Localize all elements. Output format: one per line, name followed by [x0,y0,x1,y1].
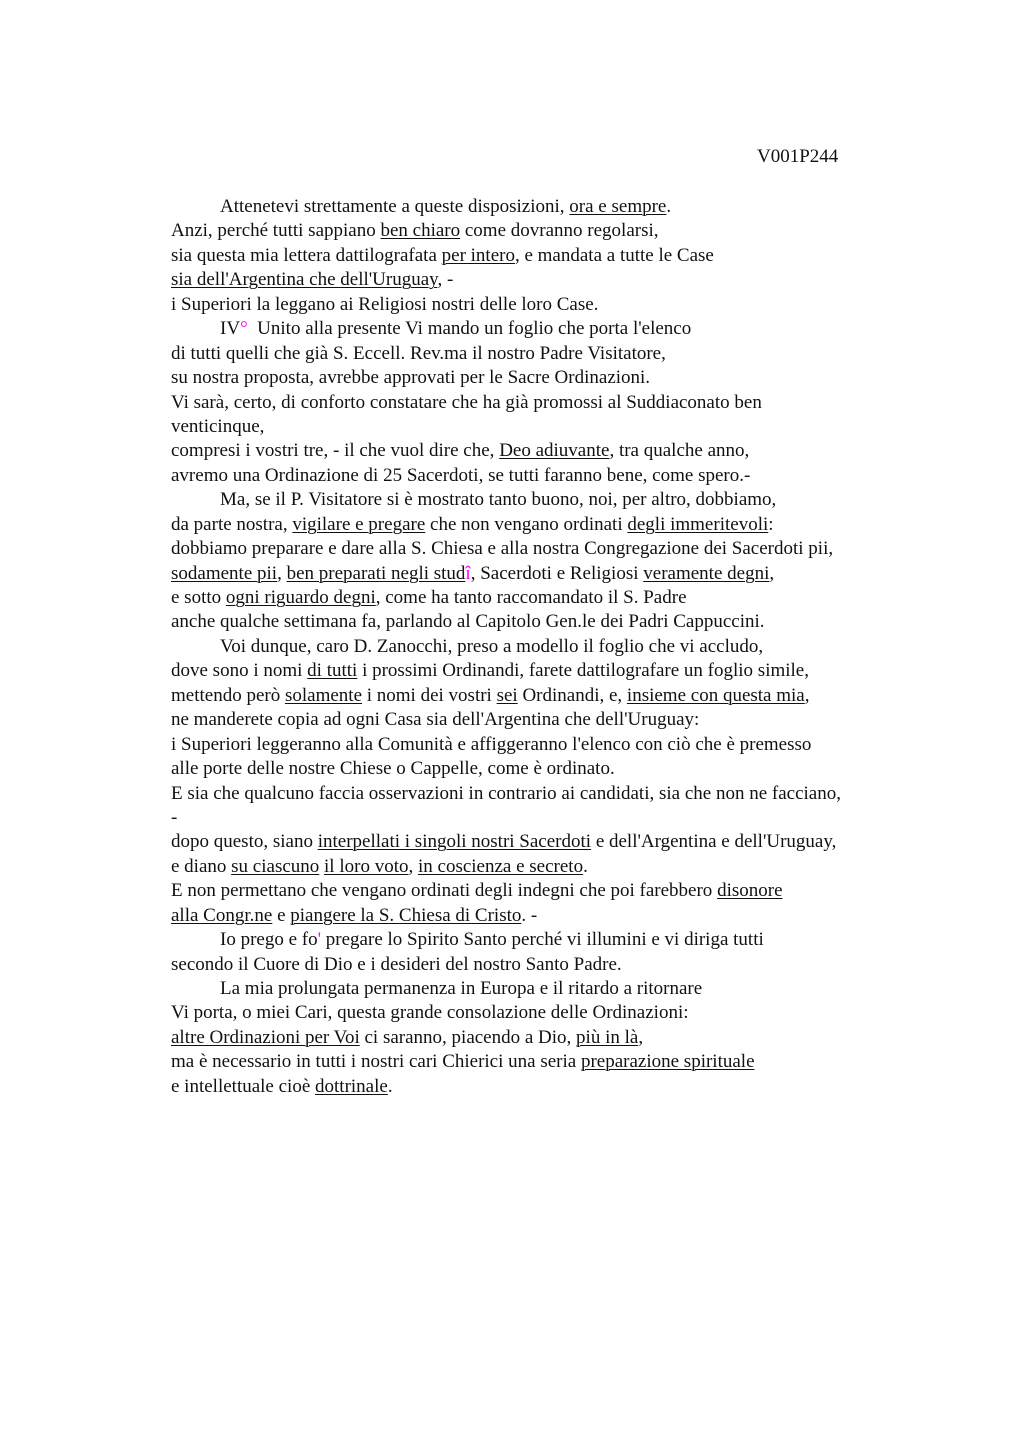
text-segment: , come ha tanto raccomandato il S. Padre [375,587,687,608]
text-line [171,708,931,732]
text-segment: compresi i vostri tre, - il che vuol dire che, [171,440,500,462]
text-segment: Vi sarà, certo, di conforto constatare che ha già promossi al Suddiaconato ben [171,391,762,413]
text-segment: Voi dunque, caro D. Zanocchi, preso a modello il foglio che vi accludo, [220,635,764,657]
text-line [171,684,931,708]
text-line [171,537,931,561]
text-segment: Ma, se il P. Visitatore si è mostrato tanto buono, noi, per altro, dobbiamo, [220,489,777,511]
text-line [171,244,931,268]
text-segment: e diano [171,855,232,877]
text-line [171,977,931,1001]
text-line [171,904,931,928]
text-segment: che non vengano ordinati [425,513,628,535]
text-segment: IV [220,318,241,340]
underlined-text: in coscienza e secreto [417,855,584,877]
underlined-text: solamente [284,684,362,706]
underlined-text: vigilare e pregare [292,513,426,535]
underlined-text: insieme con questa mia [626,684,805,706]
underlined-text: il loro voto [324,855,409,877]
text-line [171,635,931,659]
text-line [171,953,931,977]
text-segment: pregare lo Spirito Santo perché vi illumini e vi diriga tutti [321,929,764,951]
text-line [171,293,931,317]
text-segment: e sotto [171,587,226,608]
text-line [171,1075,931,1099]
text-line [171,513,931,537]
text-segment: La mia prolungata permanenza in Europa e il ritardo a ritornare [220,978,703,999]
text-segment: da parte nostra, [171,513,293,535]
underlined-text: altre Ordinazioni per Voi [171,1026,360,1048]
text-segment: alle porte delle nostre Chiese o Cappelle, come è ordinato. [171,758,615,780]
text-line [171,464,931,488]
text-segment: Io prego e fo [220,929,318,951]
text-line [171,366,931,390]
text-segment: , [277,562,287,584]
text-segment: , [769,562,775,584]
underlined-text: sodamente pii [171,562,278,584]
text-line [171,317,931,341]
underlined-text: veramente degni [643,562,770,584]
text-segment: , [408,855,418,877]
underlined-text: alla Congr.ne [171,904,273,926]
underlined-text: di tutti [307,660,358,682]
text-segment: i Superiori leggeranno alla Comunità e affiggeranno l'elenco con ciò che è premesso [171,733,812,755]
text-segment: Anzi, perché tutti sappiano [171,220,381,242]
text-segment: E sia che qualcuno faccia osservazioni in contrario ai candidati, sia che non ne facciano, [171,782,841,804]
text-segment: venticinque, [171,415,265,437]
text-segment: , e mandata a tutte le Case [514,244,714,266]
text-line [171,806,931,830]
underlined-text: dottrinale [315,1075,388,1097]
text-segment: e intellettuale cioè [171,1075,316,1097]
text-segment: . [666,196,672,217]
text-line [171,879,931,903]
text-line [171,342,931,366]
text-line [171,1050,931,1074]
letter-body [171,195,931,1099]
underlined-text: ogni riguardo degni [225,587,376,608]
underlined-text: su ciascuno [231,855,320,877]
text-segment: dove sono i nomi [171,660,308,682]
text-segment: . [387,1075,393,1097]
text-segment: e [272,904,291,926]
underlined-text: ben preparati negli stud [286,562,466,584]
text-segment: i prossimi Ordinandi, farete dattilografare un foglio simile, [357,660,809,682]
underlined-text: Deo adiuvante [499,440,610,462]
text-line [171,830,931,854]
text-segment: , Sacerdoti e Religiosi [470,562,644,584]
text-line [171,439,931,463]
text-segment: mettendo però [171,684,285,706]
text-segment: - [171,806,178,828]
text-segment: ne manderete copia ad ogni Casa sia dell'Argentina che dell'Uruguay: [171,709,700,731]
marked-character: ' [317,929,322,951]
underlined-text: più in là [576,1026,639,1048]
text-segment: Attenetevi strettamente a queste disposizioni, [220,196,570,217]
underlined-text: disonore [717,880,783,902]
page-code: V001P244 [757,146,839,167]
underlined-text: preparazione spirituale [580,1051,755,1073]
text-segment: i Superiori la leggano ai Religiosi nostri delle loro Case. [171,293,599,315]
text-segment: come dovranno regolarsi, [460,220,659,242]
text-segment: anche qualche settimana fa, parlando al Capitolo Gen.le dei Padri Cappuccini. [171,611,765,633]
text-segment: e dell'Argentina e dell'Uruguay, [591,831,837,853]
text-line [171,219,931,243]
text-segment: , [638,1026,644,1048]
underlined-text: piangere la S. Chiesa di Cristo [290,904,522,926]
text-line [171,415,931,439]
text-line [171,391,931,415]
text-line [171,855,931,879]
underlined-text: per intero [441,244,515,266]
underlined-text: ben chiaro [380,220,461,242]
text-segment: ci saranno, piacendo a Dio, [359,1026,577,1048]
underlined-text: degli immeritevoli [627,513,769,535]
underlined-text: sei [496,684,518,706]
marked-character: ° [240,318,248,340]
text-segment: ma è necessario in tutti i nostri cari Chierici una seria [171,1051,581,1073]
text-line [171,733,931,757]
text-line [171,195,931,219]
text-segment: i nomi dei vostri [362,684,497,706]
text-segment: . - [521,904,538,926]
text-segment: E non permettano che vengano ordinati degli indegni che poi farebbero [171,880,718,902]
text-segment: dopo questo, siano [171,831,318,853]
text-segment: , - [437,269,454,291]
text-line [171,928,931,952]
text-segment: secondo il Cuore di Dio e i desideri del nostro Santo Padre. [171,953,622,975]
text-line [171,659,931,683]
text-line [171,782,931,806]
text-segment: Ordinandi, e, [517,684,627,706]
underlined-text: sia dell'Argentina che dell'Uruguay [171,269,438,291]
text-segment: avremo una Ordinazione di 25 Sacerdoti, se tutti faranno bene, come spero.- [171,464,751,486]
text-line [171,586,931,610]
text-segment: Vi porta, o miei Cari, questa grande consolazione delle Ordinazioni: [171,1002,689,1024]
text-line [171,1026,931,1050]
text-line [171,757,931,781]
text-segment: Unito alla presente Vi mando un foglio che porta l'elenco [247,318,692,340]
text-segment: dobbiamo preparare e dare alla S. Chiesa e alla nostra Congregazione dei Sacerdoti pii, [171,538,834,560]
text-segment: sia questa mia lettera dattilografata [171,244,442,266]
underlined-text: interpellati i singoli nostri Sacerdoti [317,831,592,853]
text-segment: . [583,855,588,877]
text-line [171,1001,931,1025]
text-segment: di tutti quelli che già S. Eccell. Rev.ma il nostro Padre Visitatore, [171,342,666,364]
text-line [171,488,931,512]
text-segment: , tra qualche anno, [609,440,750,462]
text-line [171,268,931,292]
marked-character: î [465,562,471,584]
text-segment: , [804,684,810,706]
underlined-text: ora e sempre [569,196,667,217]
text-segment: : [768,513,774,535]
text-segment: su nostra proposta, avrebbe approvati per le Sacre Ordinazioni. [171,367,651,389]
text-line [171,610,931,634]
text-line [171,562,931,586]
